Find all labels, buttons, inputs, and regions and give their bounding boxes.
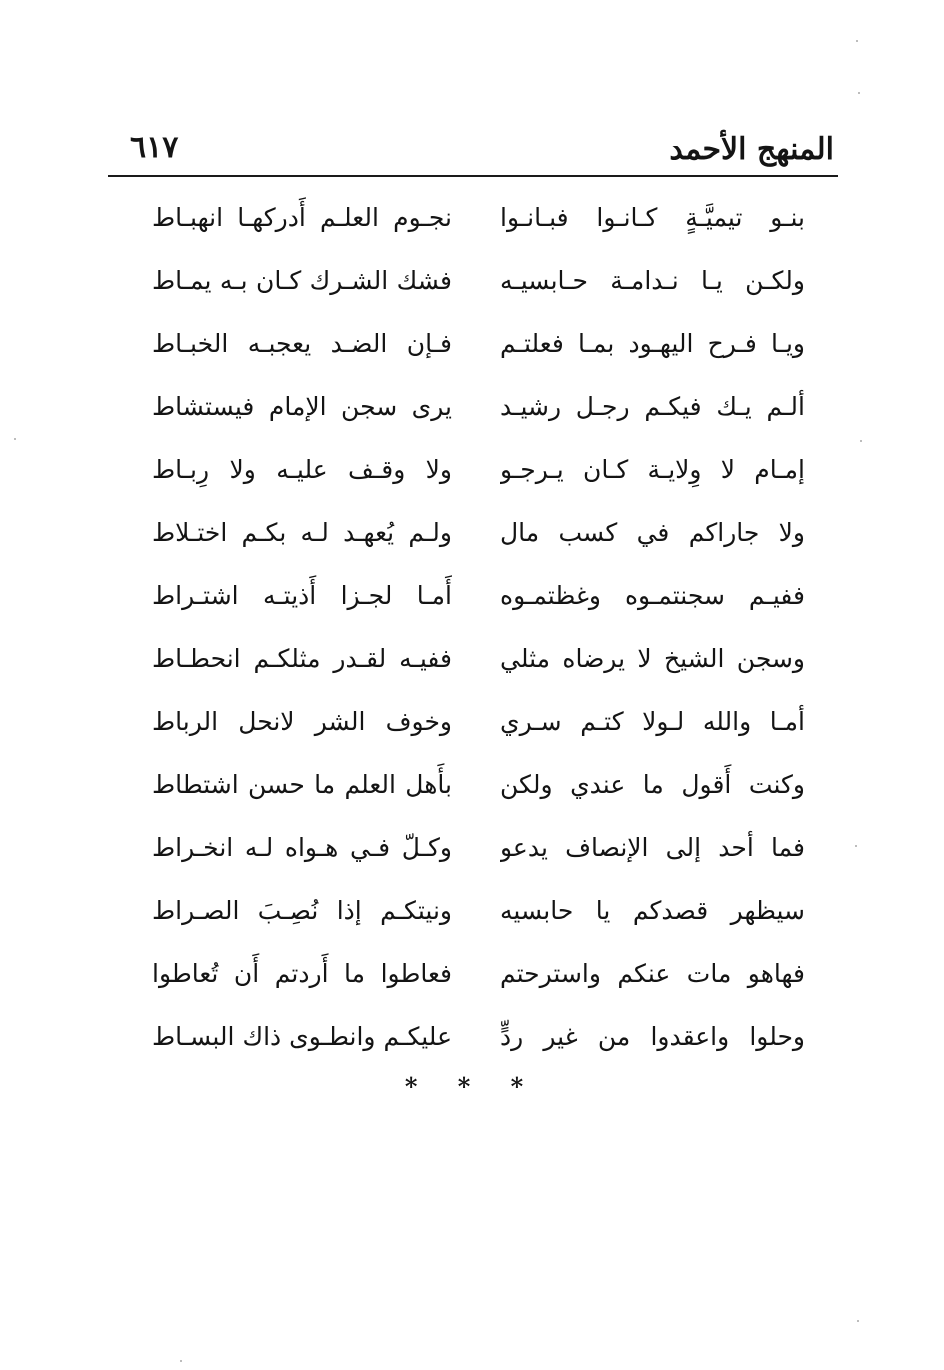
scan-speck [857, 1320, 859, 1322]
verse-second-hemistich: نجـوم العلـم أَدركهـا انهبـاط [152, 203, 452, 232]
verse [0, 573, 944, 619]
verse-first-hemistich: أمـا والله لـولا كتـم سـري [500, 707, 805, 736]
verse-second-hemistich: وكـلّ فـي هـواه لـه انخـراط [152, 833, 452, 862]
verse-second-hemistich: ولا وقـف عليـه ولا رِبـاط [152, 455, 452, 484]
verse [0, 1014, 944, 1060]
scan-speck [858, 92, 860, 94]
verse-first-hemistich: فهاهو مات عنكم واسترحتم [500, 959, 805, 988]
verse-second-hemistich: فـإن الضـد يعجبـه الخبـاط [152, 329, 452, 358]
page-header [108, 128, 838, 172]
verse [0, 321, 944, 367]
header-rule [108, 175, 838, 177]
scan-speck [180, 1360, 182, 1362]
verse-first-hemistich: وحلوا واعقدوا من غير ردٍّ [500, 1022, 805, 1051]
verse [0, 510, 944, 556]
verse [0, 762, 944, 808]
verse-second-hemistich: بأَهل العلم ما حسن اشتطاط [152, 770, 452, 799]
scan-speck [856, 40, 858, 42]
verse-second-hemistich: وخوف الشر لانحل الرباط [152, 707, 452, 736]
verse-first-hemistich: ففيـم سجنتمـوه وغظتمـوه [500, 581, 805, 610]
verse [0, 447, 944, 493]
scan-speck [855, 845, 857, 847]
verse-first-hemistich: ويـا فـرح اليهـود بمـا فعلتـم [500, 329, 805, 358]
verse-second-hemistich: ففيـه لقـدر مثلكـم انحطـاط [152, 644, 452, 673]
verse [0, 951, 944, 997]
verse-second-hemistich: فعاطوا ما أَردتم أَن تُعاطوا [152, 959, 452, 988]
verse-first-hemistich: وكنت أَقول ما عندي ولكن [500, 770, 805, 799]
verse [0, 888, 944, 934]
verse [0, 636, 944, 682]
verse-second-hemistich: ونيتكـم إذا نُصِـبَ الصـراط [152, 896, 452, 925]
verse-first-hemistich: بنـو تيميَّـةٍ كـانـوا فبـانـوا [500, 203, 805, 232]
verse-first-hemistich: ولكـن يـا نـدامـة حـابسيـه [500, 266, 805, 295]
running-title: المنهج الأحمد [669, 132, 834, 167]
scan-speck [860, 440, 862, 442]
verse [0, 699, 944, 745]
section-end-ornament: * * * [404, 1072, 540, 1101]
verse-first-hemistich: فما أحد إلى الإنصاف يدعو [500, 833, 805, 862]
verse-first-hemistich: إمـام لا وِلايـة كـان يـرجـو [500, 455, 805, 484]
verse-second-hemistich: أَمـا لجـزا أَذيتـه اشتـراط [152, 581, 452, 610]
verse-first-hemistich: وسجن الشيخ لا يرضاه مثلي [500, 644, 805, 673]
scan-speck [14, 438, 16, 440]
verse [0, 825, 944, 871]
verse [0, 195, 944, 241]
verse-first-hemistich: ولا جاراكم في كسب مال [500, 518, 805, 547]
page-number: ٦١٧ [130, 130, 179, 165]
verse-second-hemistich: ولـم يُعهـد لـه بكـم اختـلاط [152, 518, 452, 547]
verse-first-hemistich: سيظهر قصدكم يا حابسيه [500, 896, 805, 925]
verse-second-hemistich: عليكـم وانطـوى ذاك البسـاط [152, 1022, 452, 1051]
verse [0, 258, 944, 304]
verse [0, 384, 944, 430]
verse-second-hemistich: يرى سجن الإمام فيستشاط [152, 392, 452, 421]
verse-second-hemistich: فشك الشـرك كـان بـه يمـاط [152, 266, 452, 295]
verse-first-hemistich: ألـم يـك فيكـم رجـل رشيـد [500, 392, 805, 421]
